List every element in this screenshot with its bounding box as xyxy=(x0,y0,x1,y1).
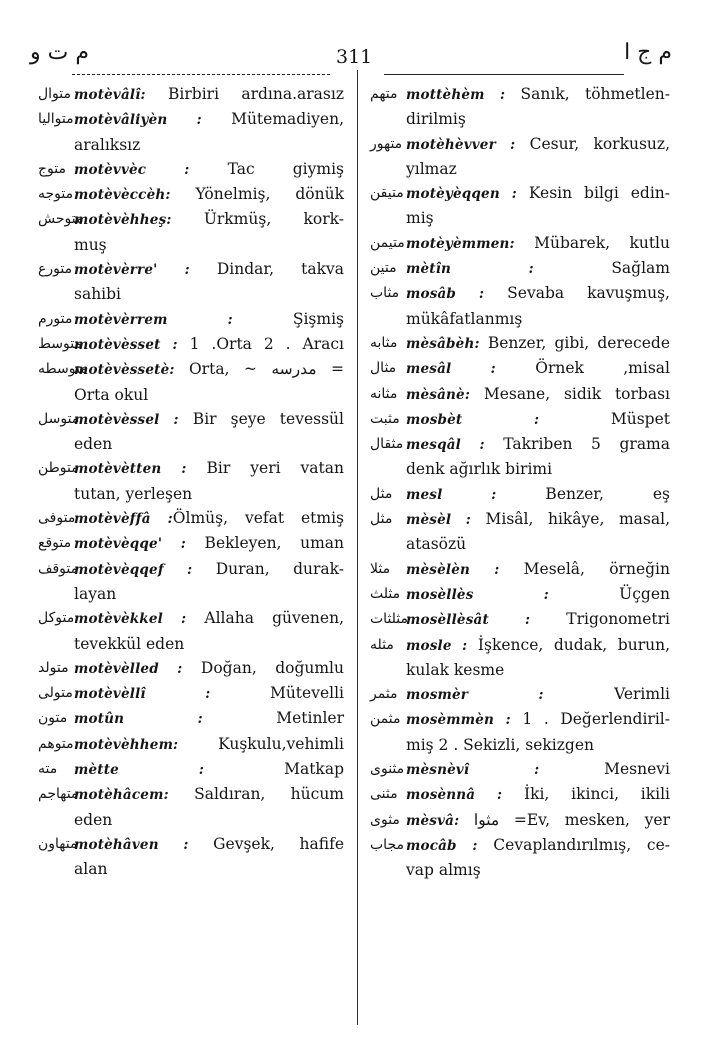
entry-definition: Gevşek, hafife xyxy=(188,834,344,853)
entry-headword: motèvèrre' : xyxy=(74,262,190,279)
dictionary-entry xyxy=(38,407,344,457)
entry-headword: mosèllèsât : xyxy=(406,612,531,629)
dictionary-entry xyxy=(38,732,344,757)
entry-headword: motèvètten : xyxy=(74,461,187,478)
dictionary-entry xyxy=(370,132,670,182)
dictionary-entry xyxy=(370,707,670,757)
entry-arabic: مثانه xyxy=(370,385,398,402)
entry-headword: motèvèffâ : xyxy=(74,511,173,528)
dictionary-entry xyxy=(370,582,670,607)
dictionary-entry xyxy=(38,706,344,731)
entry-continuation: kulak kesme xyxy=(406,660,505,679)
dictionary-entry xyxy=(38,257,344,307)
entry-headword: mottèhèm : xyxy=(406,87,506,103)
header-left-arabic: م ت و xyxy=(30,40,89,65)
entry-arabic: متوكل xyxy=(38,610,75,627)
entry-arabic: مثبت xyxy=(370,410,400,427)
entry-headword: motèvèssel : xyxy=(74,411,179,428)
entry-definition: Duran, durak- xyxy=(192,559,344,578)
entry-arabic: متيقن xyxy=(370,185,404,202)
entry-arabic: مثوى xyxy=(370,811,400,828)
entry-arabic: مته xyxy=(38,761,58,778)
entry-arabic: متوسل xyxy=(38,410,80,427)
header-right-arabic: م ج ا xyxy=(624,40,672,65)
dictionary-entry xyxy=(38,332,344,357)
entry-definition: Bekleyen, uman xyxy=(185,534,345,553)
entry-headword: mètîn : xyxy=(406,261,534,278)
entry-headword: mocâb : xyxy=(406,837,478,854)
entry-definition: Mesane, sidik torbası xyxy=(470,384,670,403)
entry-definition: Saldıran, hücum xyxy=(168,785,344,804)
dictionary-entry xyxy=(38,307,344,332)
header-rule-right xyxy=(384,74,624,75)
entry-headword: motèvèhhem: xyxy=(74,736,179,753)
entry-headword: motèvèhheş: xyxy=(74,212,172,229)
entry-definition: Metinler xyxy=(202,709,344,728)
entry-headword: mesâl : xyxy=(406,361,496,378)
entry-arabic: متولى xyxy=(38,685,73,702)
entry-definition: 1 . Değerlendiril- xyxy=(510,710,670,729)
entry-definition: Orta, ~ مدرسه = xyxy=(174,360,344,379)
entry-arabic: متوج xyxy=(38,160,66,177)
entry-definition: Sağlam xyxy=(533,259,670,278)
header-rule-left xyxy=(72,74,330,75)
entry-continuation: alan xyxy=(74,860,108,879)
entry-definition: Sevaba kavuşmuş, xyxy=(484,284,670,303)
entry-definition: Dindar, takva xyxy=(189,260,344,279)
entry-continuation: atasözü xyxy=(406,535,467,554)
entry-headword: mèsèlèn : xyxy=(406,561,500,578)
dictionary-entry xyxy=(370,231,670,256)
entry-headword: mosèmmèn : xyxy=(406,712,511,729)
entry-headword: motèhâcem: xyxy=(74,787,169,804)
entry-definition: Allaha güvenen, xyxy=(186,609,344,628)
dictionary-entry xyxy=(370,557,670,582)
entry-definition: مثوا =Ev, mesken, yer xyxy=(459,810,670,829)
dictionary-entry xyxy=(370,607,670,632)
dictionary-entry xyxy=(370,782,670,807)
dictionary-entry xyxy=(370,808,670,833)
column-divider xyxy=(357,70,358,1025)
entry-definition: Mütemadiyen, xyxy=(201,110,344,129)
page-number: 311 xyxy=(336,46,373,68)
page-header xyxy=(0,0,708,80)
dictionary-entry xyxy=(38,157,344,182)
entry-headword: motèvèllî : xyxy=(74,686,211,703)
dictionary-entry xyxy=(370,407,670,432)
entry-headword: mèsâbèh: xyxy=(406,335,480,352)
entry-definition: Tac giymiş xyxy=(189,159,345,178)
entry-headword: motèvèkkel : xyxy=(74,611,187,628)
entry-headword: mosènnâ : xyxy=(406,787,503,804)
entry-definition: Benzer, eş xyxy=(496,484,670,503)
dictionary-entry xyxy=(38,82,344,107)
entry-definition: Şişmiş xyxy=(232,309,344,328)
entry-arabic: متهور xyxy=(370,135,403,152)
entry-arabic: متون xyxy=(38,710,68,727)
dictionary-entry xyxy=(370,682,670,707)
entry-headword: motèvèccèh: xyxy=(74,187,171,204)
entry-continuation: vap almış xyxy=(406,861,481,880)
entry-headword: motèhèvver : xyxy=(406,136,516,153)
entry-definition: Birbiri ardına.arasız xyxy=(145,85,344,103)
entry-continuation: layan xyxy=(74,584,117,603)
entry-continuation: eden xyxy=(74,435,113,454)
entry-headword: motèyèmmen: xyxy=(406,235,515,252)
entry-definition: Yönelmiş, dönük xyxy=(170,185,344,204)
dictionary-entry xyxy=(38,782,344,832)
entry-headword: mosle : xyxy=(406,637,468,654)
entry-headword: motèvèlled : xyxy=(74,660,183,677)
entry-continuation: miş xyxy=(406,209,434,228)
entry-continuation: Orta okul xyxy=(74,385,149,404)
entry-arabic: متوقع xyxy=(38,535,72,552)
entry-arabic: متورم xyxy=(38,310,73,327)
entry-arabic: متين xyxy=(370,260,397,277)
entry-arabic: مثلا xyxy=(370,560,391,577)
entry-definition: Sanık, töhmetlen- xyxy=(505,85,670,103)
entry-headword: motèhâven : xyxy=(74,836,189,853)
entry-definition: 1 .Orta 2 . Aracı xyxy=(177,334,345,353)
dictionary-entry xyxy=(38,832,344,882)
entry-headword: motèvâlî: xyxy=(74,87,146,103)
dictionary-entry xyxy=(370,833,670,883)
dictionary-entry xyxy=(38,182,344,207)
entry-definition: Mübarek, kutlu xyxy=(514,233,670,252)
entry-headword: motèvèqqef : xyxy=(74,561,193,578)
dictionary-entry xyxy=(38,757,344,782)
dictionary-entry xyxy=(370,633,670,683)
entry-definition: Ölmüş, vefat etmiş xyxy=(172,509,345,528)
entry-arabic: متورع xyxy=(38,261,73,278)
entry-headword: mosmèr : xyxy=(406,687,544,704)
dictionary-entry xyxy=(38,357,344,407)
entry-arabic: مثنوى xyxy=(370,761,405,778)
entry-continuation: eden xyxy=(74,810,113,829)
entry-definition: Takriben 5 grama xyxy=(484,435,670,454)
dictionary-entry xyxy=(38,531,344,556)
entry-definition: Mesnevi xyxy=(539,760,670,779)
dictionary-entry xyxy=(370,757,670,782)
dictionary-entry xyxy=(370,356,670,381)
entry-definition: Misâl, hikâye, masal, xyxy=(470,510,670,529)
entry-definition: Kuşkulu,vehimli xyxy=(178,734,344,753)
entry-arabic: متوهم xyxy=(38,735,74,752)
entry-arabic: مثنى xyxy=(370,786,398,803)
dictionary-entry xyxy=(38,506,344,531)
dictionary-entry xyxy=(370,82,670,132)
entry-arabic: مثمن xyxy=(370,711,401,728)
dictionary-entry xyxy=(370,256,670,281)
entry-arabic: متهاون xyxy=(38,835,78,852)
entry-headword: mèsvâ: xyxy=(406,812,460,829)
entry-arabic: مثقال xyxy=(370,436,404,453)
entry-headword: motèvvèc : xyxy=(74,161,190,178)
entry-arabic: متواليا xyxy=(38,111,74,128)
entry-definition: Müspet xyxy=(539,409,670,428)
dictionary-entry xyxy=(370,331,670,356)
entry-headword: motèvèrrem : xyxy=(74,311,233,328)
entry-arabic: متوجه xyxy=(38,186,74,203)
entry-arabic: مثلثات xyxy=(370,611,409,628)
entry-continuation: miş 2 . Sekizli, sekizgen xyxy=(406,735,594,754)
entry-definition: Bir yeri vatan xyxy=(186,459,344,478)
entry-definition: Matkap xyxy=(204,760,344,779)
entry-arabic: مثابه xyxy=(370,334,398,351)
dictionary-entry xyxy=(38,606,344,656)
entry-continuation: dirilmiş xyxy=(406,110,466,129)
entry-arabic: مجاب xyxy=(370,836,404,853)
entry-arabic: مثال xyxy=(370,360,397,377)
dictionary-entry xyxy=(38,107,344,157)
dictionary-entry xyxy=(370,482,670,507)
entry-arabic: متوطن xyxy=(38,460,79,477)
entry-headword: mosâb : xyxy=(406,286,485,303)
entry-arabic: مثل xyxy=(370,511,393,528)
entry-headword: motûn : xyxy=(74,711,203,728)
entry-arabic: مثل xyxy=(370,485,393,502)
dictionary-entry xyxy=(370,281,670,331)
entry-definition: Cevaplandırılmış, ce- xyxy=(477,835,670,854)
entry-headword: mètte : xyxy=(74,762,205,779)
entry-continuation: tutan, yerleşen xyxy=(74,484,193,503)
right-column xyxy=(370,82,670,883)
entry-arabic: متوحش xyxy=(38,211,84,228)
entry-headword: motèyèqqen : xyxy=(406,186,517,203)
entry-continuation: muş xyxy=(74,235,107,254)
entry-arabic: متولد xyxy=(38,659,69,676)
entry-definition: Trigonometri xyxy=(530,610,670,629)
entry-arabic: متيمن xyxy=(370,234,405,251)
entry-definition: Cesur, korkusuz, xyxy=(515,134,670,153)
entry-continuation: aralıksız xyxy=(74,135,141,154)
dictionary-entry xyxy=(370,432,670,482)
entry-arabic: متهم xyxy=(370,86,398,102)
entry-arabic: مثمر xyxy=(370,686,398,703)
dictionary-entry xyxy=(38,207,344,257)
entry-definition: Meselâ, örneğin xyxy=(499,559,670,578)
entry-definition: Mütevelli xyxy=(210,684,344,703)
entry-headword: motèvèssetè: xyxy=(74,362,175,379)
entry-arabic: متهاجم xyxy=(38,786,79,803)
entry-definition: Üçgen xyxy=(548,584,671,603)
entry-arabic: متوقف xyxy=(38,560,79,577)
entry-arabic: مثله xyxy=(370,636,394,653)
entry-definition: Bir şeye tevessül xyxy=(178,409,344,428)
entry-definition: Benzer, gibi, derecede xyxy=(479,333,670,352)
entry-headword: mosèllès : xyxy=(406,586,549,603)
entry-headword: motèvèsset : xyxy=(74,336,178,353)
dictionary-entry xyxy=(38,456,344,506)
dictionary-entry xyxy=(38,681,344,706)
entry-headword: motèvèqqe' : xyxy=(74,536,186,553)
dictionary-entry xyxy=(370,382,670,407)
left-column xyxy=(38,82,344,882)
entry-arabic: مثلث xyxy=(370,585,401,602)
entry-arabic: متوسط xyxy=(38,335,82,352)
entry-headword: mèsèl : xyxy=(406,512,471,529)
entry-arabic: متوسطه xyxy=(38,361,88,378)
entry-continuation: mükâfatlanmış xyxy=(406,309,523,328)
entry-definition: Örnek ,misal xyxy=(495,359,670,378)
entry-arabic: متوفى xyxy=(38,510,76,527)
dictionary-entry xyxy=(370,181,670,231)
entry-continuation: yılmaz xyxy=(406,159,457,178)
entry-arabic: مثاب xyxy=(370,285,400,302)
entry-headword: mèsânè: xyxy=(406,386,471,403)
dictionary-entry xyxy=(38,656,344,681)
entry-definition: İşkence, dudak, burun, xyxy=(467,635,670,654)
entry-definition: Ürkmüş, kork- xyxy=(171,210,344,229)
entry-definition: Kesin bilgi edin- xyxy=(516,184,670,203)
dictionary-entry xyxy=(38,557,344,607)
entry-definition: Verimli xyxy=(543,685,670,704)
entry-continuation: sahibi xyxy=(74,285,122,304)
entry-arabic: متوال xyxy=(38,86,72,102)
entry-headword: mesl : xyxy=(406,486,497,503)
entry-headword: mosbèt : xyxy=(406,411,540,428)
entry-continuation: tevekkül eden xyxy=(74,634,185,653)
entry-definition: Doğan, doğumlu xyxy=(182,658,344,677)
entry-continuation: denk ağırlık birimi xyxy=(406,460,553,479)
entry-headword: motèvâliyèn : xyxy=(74,112,202,129)
dictionary-entry xyxy=(370,507,670,557)
entry-headword: mesqâl : xyxy=(406,437,485,454)
entry-definition: İki, ikinci, ikili xyxy=(502,785,670,804)
entry-headword: mèsnèvî : xyxy=(406,762,540,779)
